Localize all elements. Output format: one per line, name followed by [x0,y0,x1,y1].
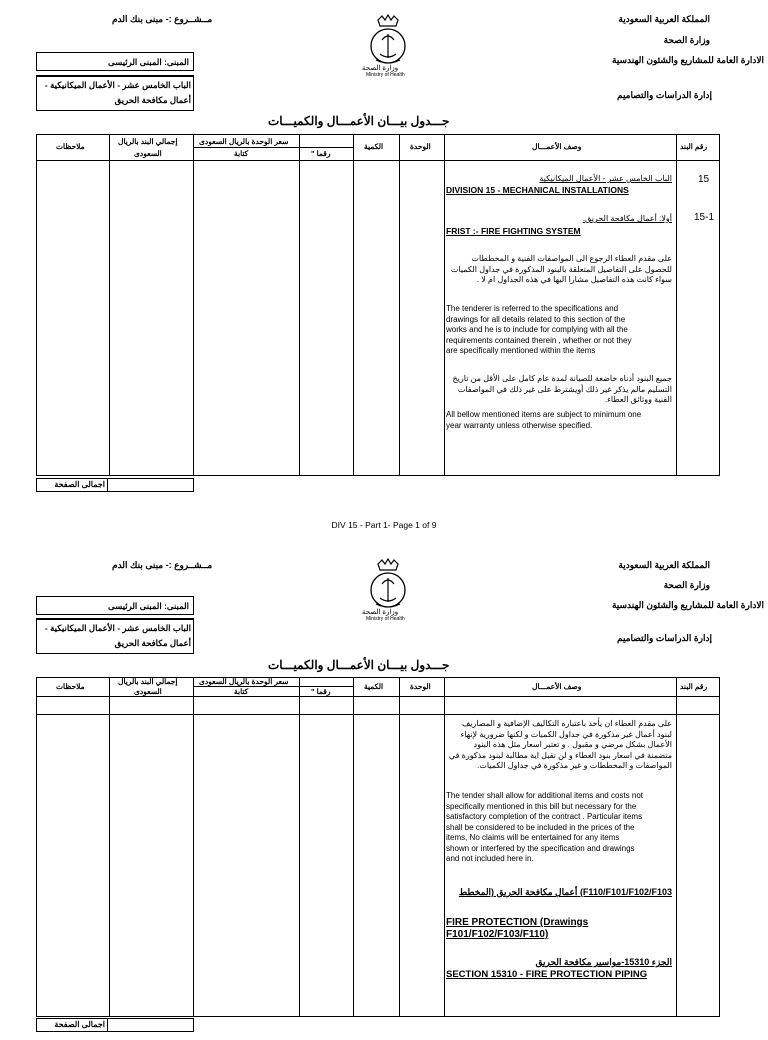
col-in-words: كتابة [234,687,249,696]
item-english-title: DIVISION 15 - MECHANICAL INSTALLATIONS [446,185,629,195]
ministry-name: وزارة الصحة [663,580,710,590]
page-total-row [36,1018,194,1032]
division-box [36,75,194,111]
col-item-no: رقم البند [680,142,708,151]
text-line: works and he is to include for complying with all the [446,325,628,334]
section-english-title: SECTION 15310 - FIRE PROTECTION PIPING [446,969,648,980]
division-line-2: أعمال مكافحة الحريق [114,638,191,648]
text-line: year warranty unless otherwise specified. [446,420,593,430]
ministry-logo-icon [360,558,416,610]
boq-table [36,677,720,1017]
item-code: 15-1 [694,212,715,223]
item-english-title: FRIST :- FIRE FIGHTING SYSTEM [446,226,581,236]
paragraph-arabic [446,374,672,406]
logo-english-text: Ministry of Health [366,72,405,78]
directorate-name: الادارة العامة للمشاريع والشئون الهندسية [611,55,764,65]
col-unit-price: سعر الوحدة بالريال السعودى [199,137,289,146]
fp-arabic: أعمال مكافحة الحريق (المخطط [458,887,578,897]
directorate-name: الادارة العامة للمشاريع والشئون الهندسية [611,600,764,610]
fire-protection-ar-title [446,887,672,898]
col-unit: الوحدة [410,142,431,151]
col-notes: ملاحظات [56,142,85,151]
boq-page-1 [0,0,768,500]
page-total-label: اجمالى الصفحة [54,1020,105,1029]
text-line: All bellow mentioned items are subject to minimum one [446,410,642,419]
department-name: إدارة الدراسات والتصاميم [616,90,712,100]
text-line: F101/F102/F103/F110) [446,929,549,940]
division-line-1: الباب الخامس عشر - الأعمال الميكانيكية - [44,623,191,633]
text-line: الأعمال بشكل مرضي و مقبول . و تعتبر اسعار مثل هذه البنود [473,740,672,749]
page-total-label: اجمالى الصفحة [54,480,105,489]
ministry-name: وزارة الصحة [663,35,710,45]
building-box [36,596,194,615]
building-name: المبنى: المبنى الرئيسى [108,57,189,67]
logo-arabic-text: وزارة الصحة [362,609,399,616]
text-line: specifically mentioned in this bill but necessary for the [446,801,637,811]
text-line: are specifically mentioned within the items [446,346,596,355]
text-line: shown or interfered by the specification and drawings [446,843,635,853]
division-line-1: الباب الخامس عشر - الأعمال الميكانيكية - [44,80,191,90]
paragraph-english [446,791,643,865]
item-code: 15 [698,174,710,185]
project-name: مــشــروع :- مبنى بنك الدم [112,560,213,570]
paragraph-arabic [446,719,672,772]
text-line: shall be considered to be included in the prices of the [446,822,635,832]
fire-protection-en-title [446,917,588,941]
section-arabic-title: الجزء 15310-مواسير مكافحة الحريق [535,957,672,967]
project-name: مــشــروع :- مبنى بنك الدم [112,14,213,24]
col-unit-price: سعر الوحدة بالريال السعودى [199,677,289,686]
logo-english-text: Ministry of Health [366,616,405,622]
col-description: وصف الأعمـــال [532,682,582,691]
logo-arabic-text: وزارة الصحة [362,65,399,72]
col-in-figures: رقما " [311,149,331,158]
col-in-words: كتابة [234,149,249,158]
text-line: drawings for all details related to this section of the [446,314,626,324]
paragraph-arabic [446,254,672,286]
page-footer: DIV 15 - Part 1- Page 1 of 9 [331,520,437,530]
boq-page-2 [0,540,768,1040]
col-total-2: السعودى [134,687,162,696]
text-line: للحصول على التفاصيل المتعلقة بالبنود المذكورة في جداول الكميات [450,264,672,274]
kingdom-name: المملكة العربية السعودية [618,560,710,570]
text-line: The tenderer is referred to the specifications and [446,304,619,313]
text-line: لبنود أعمال غير مذكورة في جداول الكميات و لكنها ضرورية لإنهاء [460,729,672,739]
department-name: إدارة الدراسات والتصاميم [616,633,712,643]
text-line: التسليم مالم يذكر غير ذلك أويشترط على غير ذلك في المواصفات [457,384,672,394]
division-box [36,618,194,654]
page-total-row [36,478,194,492]
text-line: items, No claims will be entertained for any items [446,833,620,842]
fp-codes: (F110/F101/F102/F103 [579,887,672,897]
col-quantity: الكمية [364,142,384,151]
building-name: المبنى: المبنى الرئيسى [108,601,189,611]
text-line: الفنية ووثائق العطاء. [604,395,672,404]
col-total-2: السعودى [134,149,162,158]
col-unit: الوحدة [410,682,431,691]
paragraph-english [446,304,631,357]
col-quantity: الكمية [364,682,384,691]
text-line: على مقدم العطاء الرجوع الى المواصفات الفنية و المخططات [471,254,672,263]
paragraph-english [446,410,641,431]
item-arabic-title: الباب الخامس عشر - الأعمال الميكانيكية [539,174,672,183]
col-total-1: إجمالي البند بالريال [118,137,178,146]
text-line: على مقدم العطاء ان يأخذ باعتباره التكاليف الإضافية و المصاريف [461,719,672,728]
text-line: The tender shall allow for additional items and costs not [446,791,643,800]
col-notes: ملاحظات [56,682,85,691]
text-line: جميع البنود أدناه خاضعة للصيانة لمدة عام كامل على الأقل من تاريخ [452,374,672,383]
item-arabic-title: أولا: أعمال مكافحة الحريق. [582,214,672,223]
text-line: المواصفات و المخططات و غير مذكورة في جداول الكميات. [477,761,672,770]
col-in-figures: رقما " [311,687,331,696]
division-line-2: أعمال مكافحة الحريق [114,95,191,105]
text-line: سواء كانت هذه التفاصيل مشارا اليها في هذه الجداول ام لا . [476,275,672,284]
kingdom-name: المملكة العربية السعودية [618,14,710,24]
ministry-logo-icon [360,14,416,66]
text-line: and not included here in. [446,854,534,863]
building-box [36,52,194,71]
text-line: متضمنة في اسعار بنود العطاء و لن تقبل اية مطالبة لبنود مذكورة في [448,750,672,760]
col-description: وصف الأعمـــال [532,142,582,151]
text-line: FIRE PROTECTION (Drawings [446,917,589,928]
text-line: satisfactory completion of the contract . Particular items [446,812,643,821]
text-line: requirements contained therein , whether or not they [446,335,632,345]
col-total-1: إجمالي البند بالريال [118,677,178,686]
table-title: جـــدول بيـــان الأعمـــال والكميـــات [268,658,450,672]
col-item-no: رقم البند [680,682,708,691]
boq-table [36,134,720,476]
table-title: جـــدول بيـــان الأعمـــال والكميـــات [268,114,450,128]
